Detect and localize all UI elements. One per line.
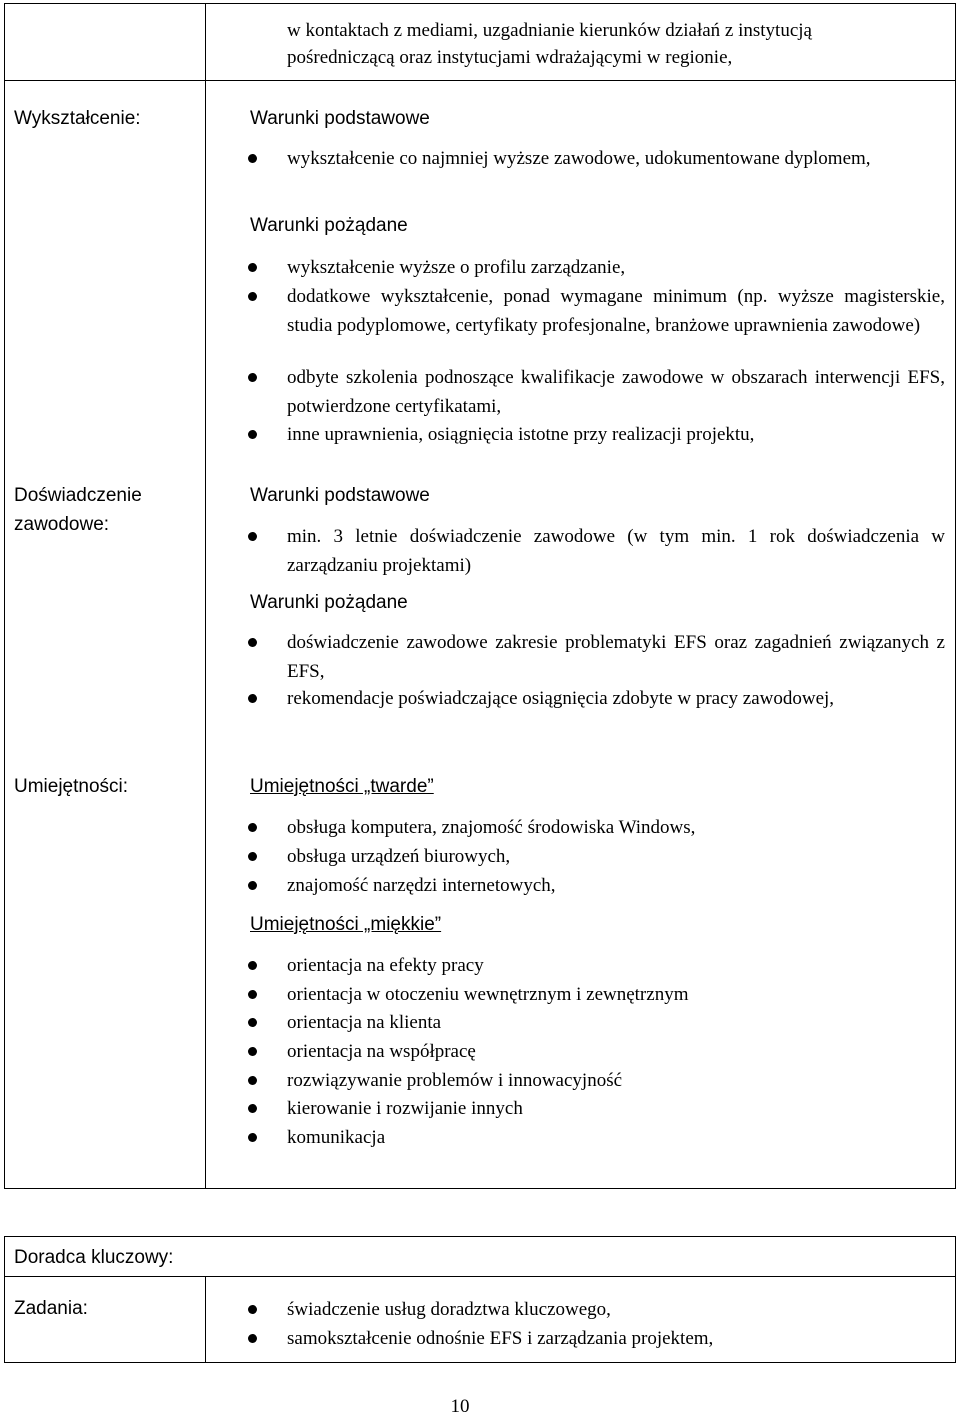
bullet-icon: [248, 1305, 257, 1314]
advisor-title: Doradca kluczowy:: [14, 1247, 174, 1268]
experience-desired-item: doświadczenie zawodowe zakresie problematyki EFS oraz zagadnień związanych z EFS,: [287, 632, 945, 682]
education-desired-item: wykształcenie wyższe o profilu zarządzanie,: [287, 257, 626, 278]
table-column-divider: [205, 3, 206, 1189]
education-desired-item: inne uprawnienia, osiągnięcia istotne przy realizacji projektu,: [287, 424, 755, 445]
continuation-line-1: w kontaktach z mediami, uzgadnianie kierunków działań z instytucją: [287, 20, 812, 41]
skills-soft-header: Umiejętności „miękkie”: [250, 914, 442, 935]
page-number: 10: [450, 1396, 470, 1417]
table-column-divider: [205, 1276, 206, 1363]
bullet-icon: [248, 1047, 257, 1056]
bullet-icon: [248, 961, 257, 970]
bullet-icon: [248, 823, 257, 832]
experience-basic-item: min. 3 letnie doświadczenie zawodowe (w tym min. 1 rok doświadczenia w zarządzaniu projektami): [287, 526, 945, 576]
tasks-label: Zadania:: [14, 1298, 88, 1319]
task-item: świadczenie usług doradztwa kluczowego,: [287, 1299, 611, 1320]
task-item: samokształcenie odnośnie EFS i zarządzania projektem,: [287, 1328, 714, 1349]
experience-desired-item: rekomendacje poświadczające osiągnięcia zdobyte w pracy zawodowej,: [287, 688, 835, 709]
continuation-line-2: pośredniczącą oraz instytucjami wdrażającymi w regionie,: [287, 47, 733, 68]
bullet-icon: [248, 154, 257, 163]
bullet-icon: [248, 532, 257, 541]
bullet-icon: [248, 1133, 257, 1142]
skills-soft-item: orientacja w otoczeniu wewnętrznym i zewnętrznym: [287, 984, 689, 1005]
skills-soft-item: komunikacja: [287, 1127, 386, 1148]
row-divider: [4, 1276, 956, 1277]
bullet-icon: [248, 1334, 257, 1343]
bullet-icon: [248, 292, 257, 301]
bullet-icon: [248, 263, 257, 272]
skills-soft-item: rozwiązywanie problemów i innowacyjność: [287, 1070, 623, 1091]
experience-desired-header: Warunki pożądane: [250, 592, 408, 613]
skills-hard-item: znajomość narzędzi internetowych,: [287, 875, 556, 896]
bullet-icon: [248, 852, 257, 861]
bullet-icon: [248, 373, 257, 382]
bullet-icon: [248, 1018, 257, 1027]
skills-hard-item: obsługa urządzeń biurowych,: [287, 846, 511, 867]
bullet-icon: [248, 881, 257, 890]
education-desired-item: dodatkowe wykształcenie, ponad wymagane minimum (np. wyższe magisterskie, studia podyplomowe, certyfikaty profesjonalne, branżowe uprawnienia zawodowe): [287, 286, 945, 336]
skills-soft-item: orientacja na efekty pracy: [287, 955, 484, 976]
education-basic-item: wykształcenie co najmniej wyższe zawodowe, udokumentowane dyplomem,: [287, 148, 871, 169]
skills-hard-item: obsługa komputera, znajomość środowiska Windows,: [287, 817, 696, 838]
skills-soft-item: orientacja na współpracę: [287, 1041, 476, 1062]
skills-soft-item: kierowanie i rozwijanie innych: [287, 1098, 523, 1119]
row-divider: [4, 80, 956, 81]
experience-label: Doświadczenie zawodowe:: [14, 485, 142, 535]
bullet-icon: [248, 430, 257, 439]
bullet-icon: [248, 638, 257, 647]
education-desired-header: Warunki pożądane: [250, 215, 408, 236]
education-label: Wykształcenie:: [14, 108, 141, 129]
education-desired-item: odbyte szkolenia podnoszące kwalifikacje zawodowe w obszarach interwencji EFS, potwierdzone certyfikatami,: [287, 367, 945, 417]
bullet-icon: [248, 1104, 257, 1113]
experience-basic-header: Warunki podstawowe: [250, 485, 430, 506]
bullet-icon: [248, 1076, 257, 1085]
bullet-icon: [248, 990, 257, 999]
education-basic-header: Warunki podstawowe: [250, 108, 430, 129]
skills-soft-item: orientacja na klienta: [287, 1012, 442, 1033]
skills-label: Umiejętności:: [14, 776, 129, 797]
skills-hard-header: Umiejętności „twarde”: [250, 776, 434, 797]
bullet-icon: [248, 694, 257, 703]
